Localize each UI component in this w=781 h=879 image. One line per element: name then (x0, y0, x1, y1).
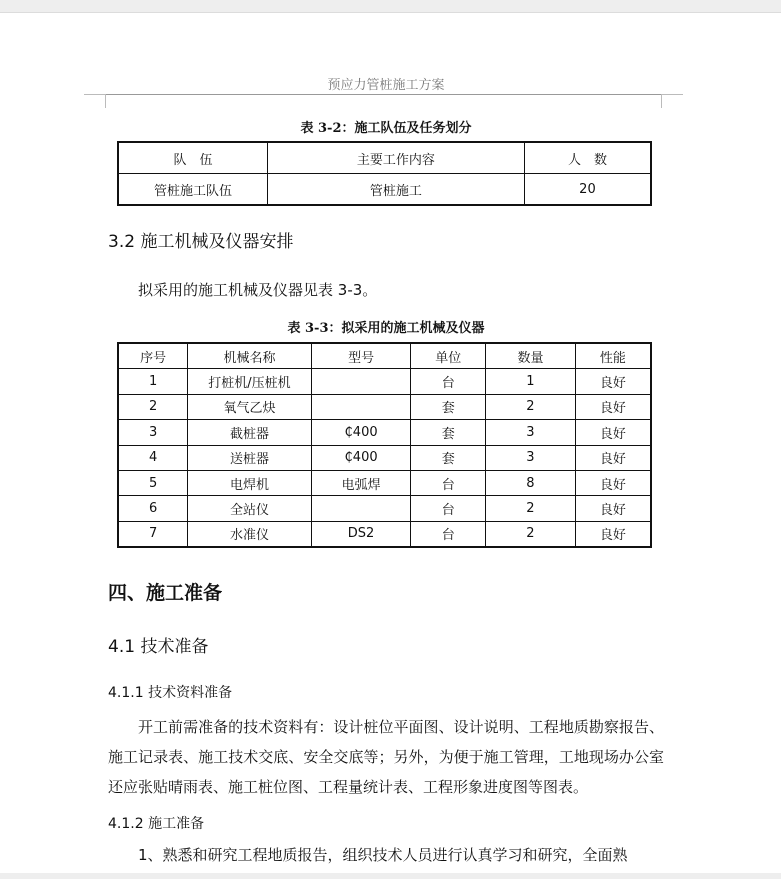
table-row (118, 445, 651, 470)
table-3-2 (117, 141, 652, 206)
table-row (118, 470, 651, 495)
margin-corner-left (84, 94, 106, 108)
table-header-cell: 机械名称 (188, 343, 312, 369)
table-cell: 台 (411, 521, 486, 547)
table-header-row (118, 142, 651, 174)
table-cell: 良好 (575, 445, 651, 470)
section-4-1-1-body: 开工前需准备的技术资料有：设计桩位平面图、设计说明、工程地质勘察报告、施工记录表、施工技术交底、安全交底等；另外，为便于施工管理，工地现场办公室还应张贴晴雨表、施工桩位图、工程量统计表、工程形象进度图等图表。 (108, 718, 664, 796)
header-rule (106, 94, 662, 95)
table-header-cell: 性能 (575, 343, 651, 369)
table-cell: 送桩器 (188, 445, 312, 470)
table-cell: 水准仪 (188, 521, 312, 547)
table-row (118, 394, 651, 419)
table-header-cell: 数量 (486, 343, 576, 369)
table-cell: 3 (486, 420, 576, 445)
table-row (118, 521, 651, 547)
table-header-cell: 主要工作内容 (267, 142, 524, 174)
table-header-cell: 型号 (311, 343, 411, 369)
table-cell: 良好 (575, 420, 651, 445)
table-cell: 1 (118, 369, 188, 394)
viewer-top-bar (0, 0, 781, 13)
table-cell: 1 (486, 369, 576, 394)
table-cell: 6 (118, 496, 188, 521)
table-cell: 套 (411, 394, 486, 419)
section-3-2-heading: 3.2 施工机械及仪器安排 (108, 232, 294, 252)
table-cell: 管桩施工 (267, 174, 524, 206)
section-4-1-2-body: 1、熟悉和研究工程地质报告，组织技术人员进行认真学习和研究，全面熟 (138, 846, 628, 864)
table-header-row (118, 343, 651, 369)
chapter-4-heading: 四、施工准备 (108, 582, 223, 604)
page-header-title: 预应力管桩施工方案 (327, 78, 445, 93)
table-cell: 3 (486, 445, 576, 470)
table-cell (311, 369, 411, 394)
table-cell: 5 (118, 470, 188, 495)
table-cell: 氧气乙炔 (188, 394, 312, 419)
table-cell: 良好 (575, 496, 651, 521)
table-cell: ₵400 (311, 420, 411, 445)
table-header-cell: 单位 (411, 343, 486, 369)
table-cell: 良好 (575, 470, 651, 495)
table-cell: 8 (486, 470, 576, 495)
table-cell: 管桩施工队伍 (118, 174, 267, 206)
table-header-cell: 队 伍 (118, 142, 267, 174)
table-cell: 良好 (575, 369, 651, 394)
table-cell: 7 (118, 521, 188, 547)
table-cell: 良好 (575, 521, 651, 547)
table-cell: 3 (118, 420, 188, 445)
viewer-bottom-bar (0, 873, 781, 879)
section-4-1-2-heading: 4.1.2 施工准备 (108, 816, 205, 832)
table-cell: 台 (411, 369, 486, 394)
table-cell: 截桩器 (188, 420, 312, 445)
table-cell (311, 496, 411, 521)
table-cell (311, 394, 411, 419)
section-3-2-intro: 拟采用的施工机械及仪器见表 3-3。 (138, 281, 378, 299)
table-cell: 2 (486, 521, 576, 547)
table-cell: 套 (411, 420, 486, 445)
table-cell: 4 (118, 445, 188, 470)
section-4-1-1-heading: 4.1.1 技术资料准备 (108, 685, 233, 701)
table-3-2-caption: 表 3-2：施工队伍及任务划分 (300, 121, 472, 136)
table-row (118, 369, 651, 394)
table-row (118, 420, 651, 445)
table-cell: 全站仪 (188, 496, 312, 521)
table-cell: 2 (486, 496, 576, 521)
table-3-3 (117, 342, 652, 548)
section-4-1-heading: 4.1 技术准备 (108, 637, 209, 657)
table-cell: DS2 (311, 521, 411, 547)
table-cell: 2 (118, 394, 188, 419)
table-3-3-caption: 表 3-3：拟采用的施工机械及仪器 (287, 321, 485, 336)
table-cell: 良好 (575, 394, 651, 419)
table-cell: 20 (524, 174, 651, 206)
table-row (118, 174, 651, 206)
table-cell: 2 (486, 394, 576, 419)
table-cell: 电焊机 (188, 470, 312, 495)
table-row (118, 496, 651, 521)
table-cell: 套 (411, 445, 486, 470)
table-cell: 台 (411, 496, 486, 521)
table-cell: 台 (411, 470, 486, 495)
table-cell: 打桩机/压桩机 (188, 369, 312, 394)
table-header-cell: 人 数 (524, 142, 651, 174)
margin-corner-right (661, 94, 683, 108)
table-cell: 电弧焊 (311, 470, 411, 495)
table-cell: ₵400 (311, 445, 411, 470)
table-header-cell: 序号 (118, 343, 188, 369)
